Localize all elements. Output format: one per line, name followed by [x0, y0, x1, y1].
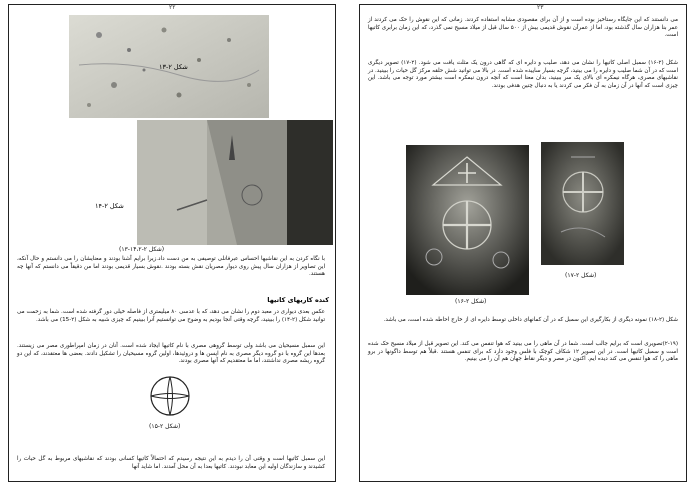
figure-16-photo [406, 145, 529, 295]
paragraph-3: شکل (۲-۱۸) نمونه دیگری از بکارگیری این سمبل که در آن کمانهای داخلی توسط دایره ای از خارج احاطه شده است، می باشد. [383, 317, 678, 323]
paragraph-2: عکس بعدی دیواری در معبد دوم را نشان می دهد، که با عدسی ۸۰ میلیمتری از فاصله خیلی دور گرفته شده است. شما به زحمت می توانید شکل (۲-۱۴) را ببینید، گرچه وقتی آنجا بودیم به وضوح می توانستیم آنرا ببینیم که چیزی شبیه به شکل (۲-15) می باشد. [17, 309, 326, 323]
paragraph-3: این سمبل مسیحیان می باشد ولی توسط گروهی مصری با نام کاتیها ایجاد شده است. آنان در زمان امپراطوری مصر می زیستند. بعدها این گروه با دو گروه دیگر مصری به نام ایسن ها و دروئیدها، اولین گروه مسیحیان را تشکیل دادند. بعضی ها معتقدند، که این دو گروه ریشه مصری نداشتند، اما ما معتقدیم که آنها مصری بودند. [17, 343, 325, 364]
paragraph-4: این سمبل کاتیها است و وقتی آن را دیدم به این نتیجه رسیدم که احتمالاً کاتیها کسانی بودند که نقاشیهای مربوط به گل حیات را کشیدند و سازندگان اولیه این معابد نبودند. کاتیها بعدا به آن محل آمدند. اما شاید آنها [17, 456, 325, 470]
page-number: ۲۲ [169, 4, 176, 11]
figure-16-caption: (شکل ۲-۱۶) [455, 298, 487, 305]
paragraph-1: می دانستند که این جایگاه رستاخیز بوده است و از آن برای مقصودی مشابه استفاده کردند. زمانی که این نقوش را حک می کردند از عمر بنا هزاران سال گذشته بود، اما از عمرآن نقوش قدیمی بیش از ۵۰۰ سال قبل از میلاد مسیح نمی گذرد، که این زمان برابری کاتیها است. [368, 17, 678, 38]
section-heading: کنده کاریهای کاتیها [267, 296, 329, 304]
page-number: ۲۳ [537, 4, 544, 11]
figure-13-label: شکل ۲-۱۳ [159, 63, 188, 71]
cathar-cross-symbol [149, 375, 191, 417]
figure-14-carving-photo [137, 120, 333, 245]
figure-17-photo [541, 142, 624, 265]
left-page [8, 4, 336, 482]
figure-15-caption: (شکل ۲-۱۵) [149, 423, 181, 430]
paragraph-2: شکل (۲-۱۶) سمبل اصلی کاتیها را نشان می دهد، صلیب و دایره ای که گاهی درون یک مثلث یافت می شود. (۲-۱۷) تصویر دیگری است که در آن شما صلیب و دایره را می بینید، گرچه بسیار ساییده شده است. در بالا می توانید شش حلقه مرکز گل حیات را ببینید. در نقاشیهای مصری، هرگاه نیمکره ای بالای یک سر ببینید، بدان معنا است که آنچه درون نیمکره است بیشتر مورد توجه می باشد. این چیزی است که آنها در آن زمان به آن فکر می کردند یا به دنبال چنین هدفی بودند. [368, 60, 678, 89]
figures-13-14-caption: (شکل ۲-۱۴،۲-۱۳) [119, 246, 165, 253]
paragraph-4: (۲-۱۹)تصویری است که برایم جالب است. شما در آن ماهی را می بینید که هوا تنفس می کند. این تصویر قبل از میلاد مسیح حک شده است و سمبل کاتیها است. در این تصویر ۱۲ شکاف کوچک با فلس وجود دارد که برای تنفس هستند .قبلاً هم توسط داگونها در برو ماهی را که هوا تنفس می کند دیده ایم. اکنون در مصر و دیگر نقاط جهان هم آن را می بینیم. [368, 341, 678, 362]
paragraph-1: با نگاه کردن به این نقاشیها احساس عبرفانلی توصیفی به من دست داد.زیرا برایم آشنا بودند و معنایشان را می دانستم و حال آنکه، این تصاویر از هزاران سال پیش روی دیوار مصریان نقش بسته بودند .نقوش بسیار قدیمی بودند اما من دقیقاً می دانستم که آنها چه هستند. [17, 256, 325, 277]
figure-17-caption: (شکل ۲-۱۷) [565, 272, 597, 279]
right-page [359, 4, 687, 482]
figure-14-label: شکل ۲-۱۴ [95, 202, 124, 210]
